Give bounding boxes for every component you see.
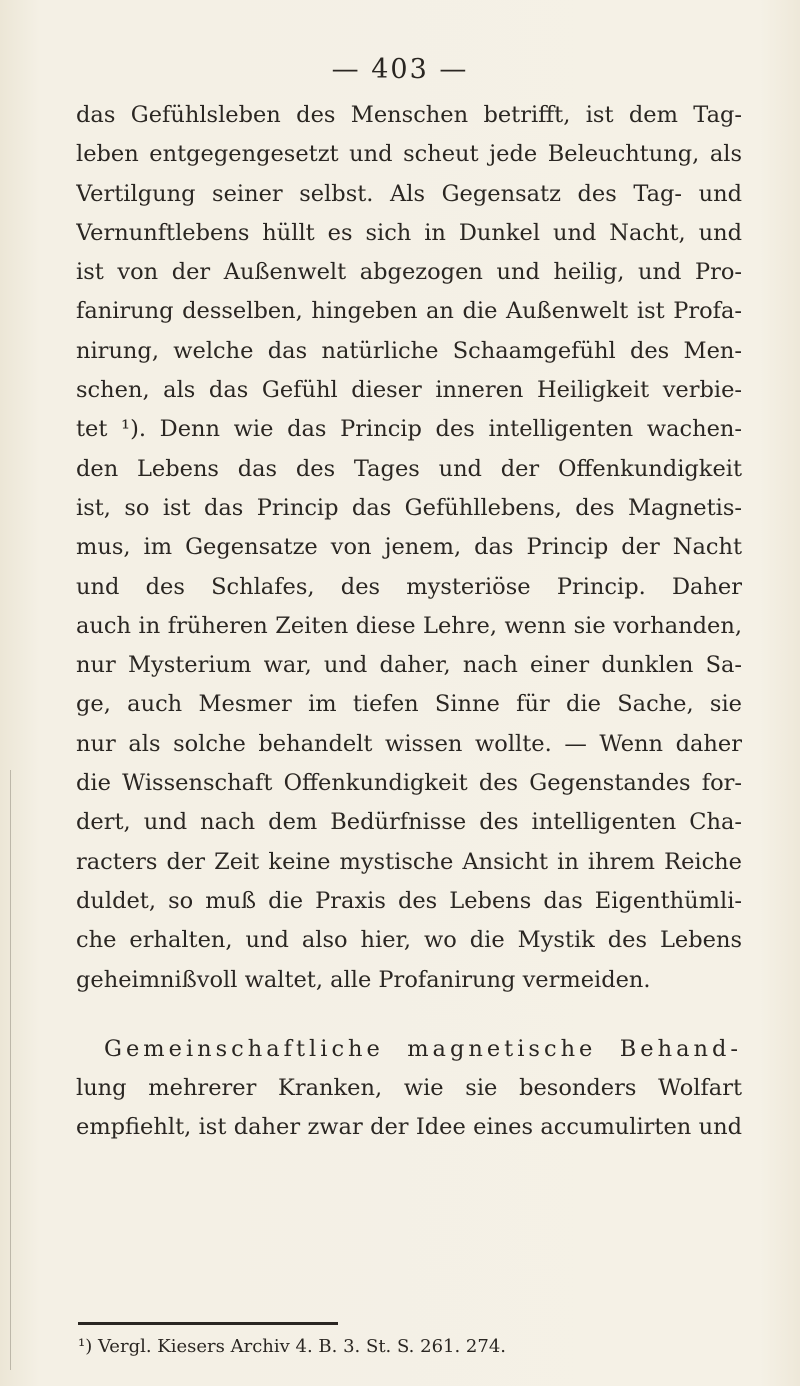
paragraph-heading-line: Gemeinschaftliche magnetische Behand- xyxy=(104,1035,742,1062)
footnote-rule xyxy=(78,1322,338,1325)
text-line: tet ¹). Denn wie das Princip des intelligenten wachen- xyxy=(76,416,742,443)
text-line: racters der Zeit keine mystische Ansicht in ihrem Reiche xyxy=(76,848,742,875)
text-line: che erhalten, und also hier, wo die Mystik des Lebens xyxy=(76,927,742,954)
text-line: ist, so ist das Princip das Gefühllebens, des Magnetis- xyxy=(76,494,742,521)
paragraph-gap xyxy=(76,1000,742,1030)
text-line: empfiehlt, ist daher zwar der Idee eines accumulirten und xyxy=(76,1114,742,1141)
footnote: ¹) Vergl. Kiesers Archiv 4. B. 3. St. S. 261. 274. xyxy=(78,1336,507,1357)
text-line: Vernunftlebens hüllt es sich in Dunkel und Nacht, und xyxy=(76,219,742,246)
text-line: schen, als das Gefühl dieser inneren Heiligkeit verbie- xyxy=(76,377,742,404)
text-line: nur Mysterium war, und daher, nach einer dunklen Sa- xyxy=(76,652,742,679)
text-line: fanirung desselben, hingeben an die Außenwelt ist Profa- xyxy=(76,298,742,325)
text-line: nirung, welche das natürliche Schaamgefühl des Men- xyxy=(76,337,742,364)
text-line: den Lebens das des Tages und der Offenkundigkeit xyxy=(76,455,742,482)
text-line: Vertilgung seiner selbst. Als Gegensatz des Tag- und xyxy=(76,180,742,207)
text-line: das Gefühlsleben des Menschen betrifft, ist dem Tag- xyxy=(76,102,742,128)
text-line: dert, und nach dem Bedürfnisse des intelligenten Cha- xyxy=(76,809,742,836)
text-line: duldet, so muß die Praxis des Lebens das Eigenthümli- xyxy=(76,887,742,914)
body-text xyxy=(76,96,742,1148)
text-line: und des Schlafes, des mysteriöse Princip. Daher xyxy=(76,573,742,600)
text-line: auch in früheren Zeiten diese Lehre, wenn sie vorhanden, xyxy=(76,612,742,639)
text-line: leben entgegengesetzt und scheut jede Beleuchtung, als xyxy=(76,141,742,168)
text-line: nur als solche behandelt wissen wollte. — Wenn daher xyxy=(76,730,742,757)
text-line: ist von der Außenwelt abgezogen und heilig, und Pro- xyxy=(76,259,742,286)
text-line: die Wissenschaft Offenkundigkeit des Gegenstandes for- xyxy=(76,770,742,797)
text-line: mus, im Gegensatze von jenem, das Princip der Nacht xyxy=(76,534,742,561)
text-line: lung mehrerer Kranken, wie sie besonders Wolfart xyxy=(76,1075,742,1102)
text-line: geheimnißvoll waltet, alle Profanirung vermeiden. xyxy=(76,966,651,993)
page-number-header: — 403 — xyxy=(331,54,469,85)
text-line: ge, auch Mesmer im tiefen Sinne für die Sache, sie xyxy=(76,691,742,718)
binding-edge-line xyxy=(10,770,11,1370)
